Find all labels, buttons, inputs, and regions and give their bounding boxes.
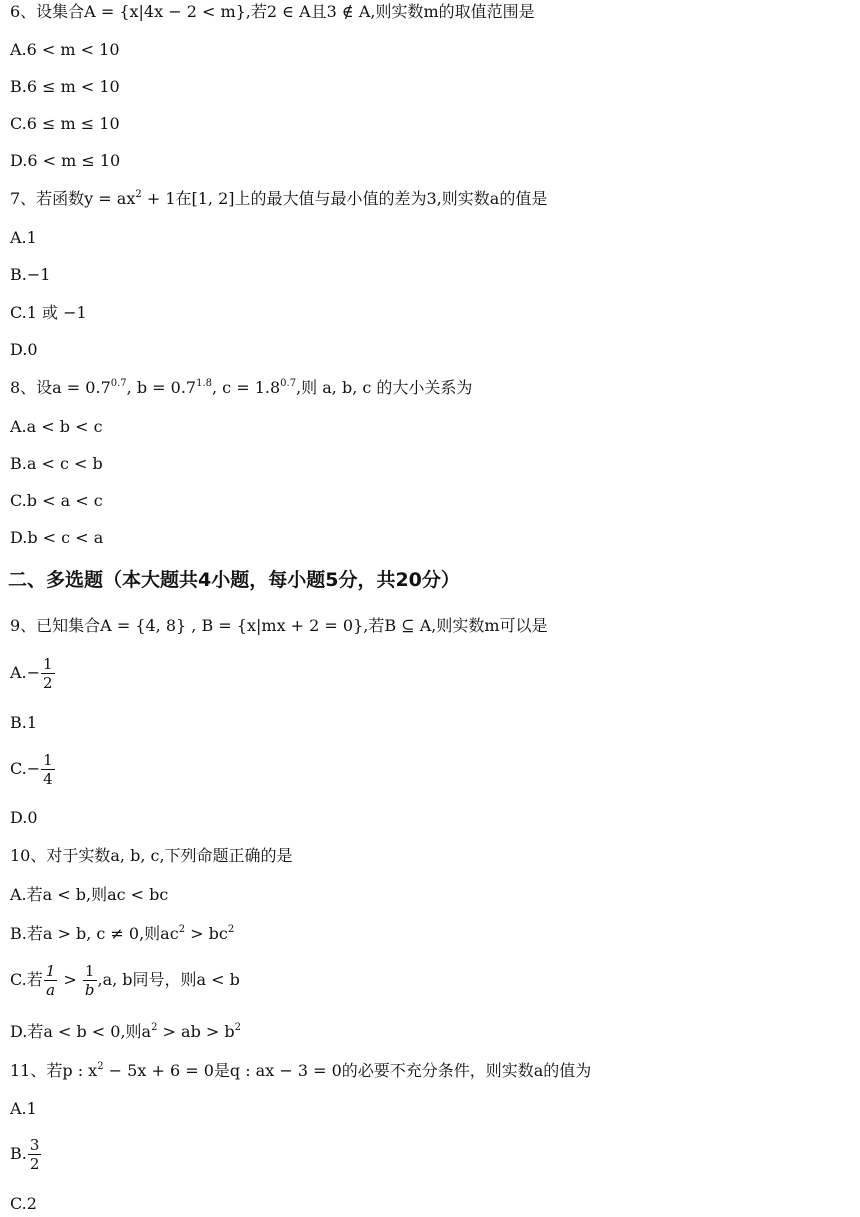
question-9-option-b: B.1 <box>10 713 38 732</box>
question-7-stem: 7、若函数$y = ax^2 + 1$在[1, 2]上的最大值与最小值的差为3,则实数a的值是 <box>10 189 548 208</box>
question-10-option-d: D.若a < b < 0,则$a^2$ > ab > $b^2$ <box>10 1022 242 1041</box>
fraction: $\frac{1}{2}$ <box>43 655 53 692</box>
question-9-stem: 9、已知集合A = {4, 8} , B = {x|mx + 2 = 0},若B ⊆ A,则实数m可以是 <box>10 616 548 635</box>
question-9-option-d: D.0 <box>10 808 38 827</box>
question-6-stem: 6、设集合A = {x|4x − 2 < m},若2 ∈ A且3 ∉ A,则实数m的取值范围是 <box>10 2 535 21</box>
fraction: $\frac{1}{b}$ <box>84 962 95 999</box>
question-11-stem: 11、若p : $x^2 - 5x + 6 = 0$是q : ax − 3 = 0的必要不充分条件，则实数a的值为 <box>10 1061 592 1080</box>
question-11-option-b: B. $\frac{3}{2}$ <box>10 1136 40 1173</box>
question-11-option-a: A.1 <box>10 1099 37 1118</box>
question-6-option-a: A.6 < m < 10 <box>10 40 120 59</box>
question-8-option-d: D.b < c < a <box>10 528 104 547</box>
question-6-option-b: B.6 ≤ m < 10 <box>10 77 120 96</box>
section-heading: 二、多选题（本大题共4小题，每小题5分，共20分） <box>8 569 460 591</box>
question-10-option-a: A.若a < b,则ac < bc <box>10 885 169 904</box>
question-7-option-c: C.1 或 −1 <box>10 303 87 322</box>
question-8-option-a: A.a < b < c <box>10 417 103 436</box>
question-6-option-d: D.6 < m ≤ 10 <box>10 151 121 170</box>
question-11-option-c: C.2 <box>10 1194 37 1213</box>
question-8-stem: 8、设$a = 0.7^{0.7}$, $b = 0.7^{1.8}$, $c = 1.8^{0.7}$,则 a, b, c 的大小关系为 <box>10 378 473 397</box>
question-8-option-c: C.b < a < c <box>10 491 103 510</box>
question-10-stem: 10、对于实数a, b, c,下列命题正确的是 <box>10 846 293 865</box>
question-9-option-c: C.− $\frac{1}{4}$ <box>10 751 53 788</box>
fraction: $\frac{1}{a}$ <box>45 962 56 999</box>
question-7-option-a: A.1 <box>10 228 37 247</box>
question-7-option-d: D.0 <box>10 340 38 359</box>
question-8-option-b: B.a < c < b <box>10 454 103 473</box>
fraction: $\frac{1}{4}$ <box>43 751 53 788</box>
question-10-option-b: B.若a > b, c ≠ 0,则$ac^2 > bc^2$ <box>10 924 235 943</box>
question-9-option-a: A.− $\frac{1}{2}$ <box>10 655 53 692</box>
question-6-option-c: C.6 ≤ m ≤ 10 <box>10 114 120 133</box>
question-10-option-c: C.若 $\frac{1}{a}$ > $\frac{1}{b}$ ,a, b同号，则a < b <box>10 962 240 999</box>
fraction: $\frac{3}{2}$ <box>29 1136 40 1173</box>
question-7-option-b: B.−1 <box>10 265 51 284</box>
